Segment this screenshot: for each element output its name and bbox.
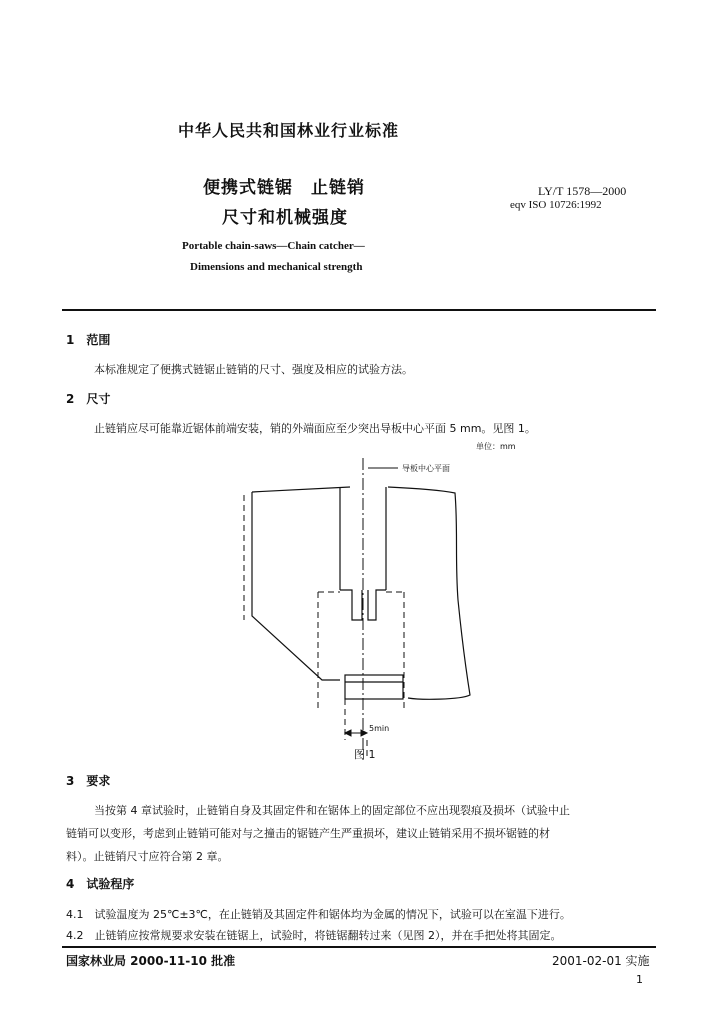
page-number: 1 [636,973,643,986]
section-3-line2: 链销可以变形，考虑到止链销可能对与之撞击的锯链产生严重损坏，建议止链销采用不损坏锯链的材 [66,827,550,840]
footer-divider [62,946,656,948]
section-1-heading: 1 范围 [66,333,111,347]
section-4-1: 4.1 试验温度为 25℃±3℃，在止链销及其固定件和锯体均为金属的情况下，试验可以在室温下进行。 [66,908,571,921]
section-3-line3: 料）。止链销尺寸应符合第 2 章。 [66,850,229,863]
approval-note: 国家林业局 2000-11-10 批准 [66,954,236,968]
section-4-2: 4.2 止链销应按常规要求安装在链锯上，试验时，将链锯翻转过来（见图 2），并在手把处将其固定。 [66,929,562,942]
standard-code: LY/T 1578—2000 [538,184,627,198]
center-plane-label: 导板中心平面 [402,464,450,473]
section-1-text: 本标准规定了便携式链锯止链销的尺寸、强度及相应的试验方法。 [94,363,413,376]
implementation-date: 2001-02-01 实施 [552,954,650,968]
section-2-heading: 2 尺寸 [66,392,111,406]
dimension-label: 5min [369,724,390,733]
document-title-line1: 便携式链锯 止链销 [203,178,365,198]
section-4-heading: 4 试验程序 [66,877,135,891]
section-3-line1: 当按第 4 章试验时，止链销自身及其固定件和在锯体上的固定部位不应出现裂痕及损坏（试验中止 [94,804,570,817]
document-title-line2: 尺寸和机械强度 [222,208,348,228]
english-title-line1: Portable chain-saws—Chain catcher— [182,240,365,252]
section-3-heading: 3 要求 [66,774,111,788]
issuing-authority: 中华人民共和国林业行业标准 [178,121,400,140]
figure-1-caption: 图 1 [354,748,376,761]
unit-label: 单位：mm [476,442,516,451]
english-title-line2: Dimensions and mechanical strength [190,261,363,273]
equivalent-standard: eqv ISO 10726:1992 [510,199,602,211]
section-2-text: 止链销应尽可能靠近锯体前端安装，销的外端面应至少突出导板中心平面 5 mm。见图 1。 [94,422,536,435]
